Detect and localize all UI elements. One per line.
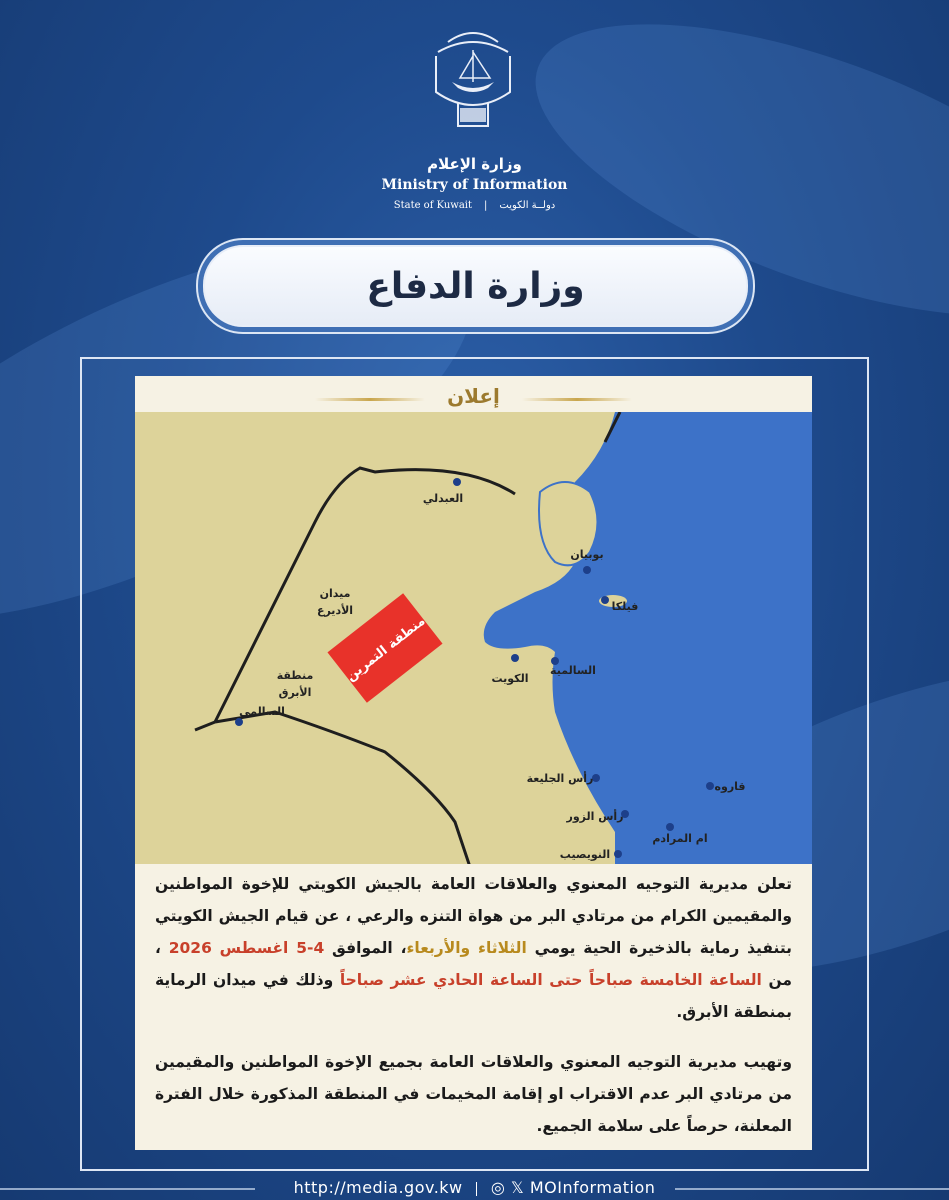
p1-time: الساعة الخامسة صباحاً حتى الساعة الحادي عشر صباحاً bbox=[339, 971, 762, 989]
map-dot-qaruh bbox=[706, 782, 714, 790]
map-label-udairi-1: ميدان bbox=[319, 587, 351, 600]
p1-text-3: ، من bbox=[155, 939, 792, 989]
map-label-qaruh: قاروه bbox=[714, 780, 746, 793]
announcement-card bbox=[135, 376, 812, 1150]
instagram-icon: ◎ bbox=[490, 1178, 506, 1197]
map-dot-umm-maradim bbox=[666, 823, 674, 831]
map-label-udairi-2: الأديرع bbox=[316, 604, 354, 617]
footer-separator bbox=[476, 1182, 477, 1196]
kuwait-emblem-icon bbox=[418, 22, 528, 142]
announcement-paragraph-2: وتهيب مديرية التوجيه المعنوي والعلاقات العامة بجميع الإخوة المواطنين والمقيمين من مرتادي البر عدم الاقتراب او إقامة المخيمات في المنطقة المذكورة خلال الفترة المعلنة، حرصاً على سلامة الجميع. bbox=[155, 1053, 792, 1135]
map-label-abraq-1: منطقة bbox=[276, 669, 314, 682]
map-label-abraq-2: الأبرق bbox=[278, 686, 312, 699]
p1-days: الثلاثاء والأربعاء bbox=[406, 939, 527, 957]
exercise-zone-label: منطقة التمرين bbox=[343, 613, 429, 685]
page-title: وزارة الدفاع bbox=[366, 265, 585, 307]
map-dot-failaka bbox=[601, 596, 609, 604]
p1-dates: 4-5 اغسطس 2026 bbox=[168, 939, 325, 957]
map-dot-kuwait bbox=[511, 654, 519, 662]
announcement-heading: إعلان bbox=[447, 384, 500, 408]
map-label-ras-julayah: رأس الجليعة bbox=[526, 772, 594, 785]
ministry-name-arabic: وزارة الإعلام bbox=[427, 155, 522, 173]
state-line bbox=[0, 200, 949, 211]
website-link[interactable]: http://media.gov.kw bbox=[293, 1178, 463, 1197]
x-icon: 𝕏 bbox=[510, 1178, 525, 1197]
state-name-arabic: دولــة الكويت bbox=[499, 200, 556, 211]
announcement-paragraph-1 bbox=[155, 868, 792, 1028]
state-separator: | bbox=[484, 200, 488, 211]
map-label-salmi: السالمي bbox=[239, 705, 285, 718]
map-dot-bubiyan bbox=[583, 566, 591, 574]
map-label-umm-maradim: ام المرادم bbox=[652, 832, 708, 845]
ministry-name-english: Ministry of Information bbox=[381, 177, 568, 193]
map-label-kuwait: الكويت bbox=[491, 672, 529, 685]
kuwait-map bbox=[135, 412, 812, 864]
map-label-ras-zour: رأس الزور bbox=[566, 810, 624, 823]
map-label-nuwaiseeb: النويصيب bbox=[559, 848, 611, 861]
p1-text-4: وذلك في ميدان الرماية بمنطقة الأبرق. bbox=[155, 971, 792, 1021]
title-banner bbox=[203, 245, 748, 327]
map-label-abdali: العبدلي bbox=[422, 492, 464, 505]
social-handle[interactable]: MOInformation bbox=[529, 1178, 656, 1197]
map-dot-salmi bbox=[235, 718, 243, 726]
p1-text-1: تعلن مديرية التوجيه المعنوي والعلاقات العامة بالجيش الكويتي للإخوة المواطنين والمقيمين الكرام من مرتادي البر من هواة التنزه والرعي ، عن قيام الجيش الكويتي بتنفيذ رماية بالذخيرة الحية يومي bbox=[155, 875, 792, 957]
state-name-english: State of Kuwait bbox=[393, 200, 473, 211]
map-dot-nuwaiseeb bbox=[614, 850, 622, 858]
p1-text-2: ، الموافق bbox=[324, 939, 407, 957]
map-label-bubiyan: بوبيان bbox=[570, 548, 604, 561]
map-label-failaka: فيلكا bbox=[611, 600, 639, 613]
footer bbox=[0, 1178, 949, 1197]
map-dot-abdali bbox=[453, 478, 461, 486]
map-label-salmiya: السالمية bbox=[550, 664, 596, 677]
